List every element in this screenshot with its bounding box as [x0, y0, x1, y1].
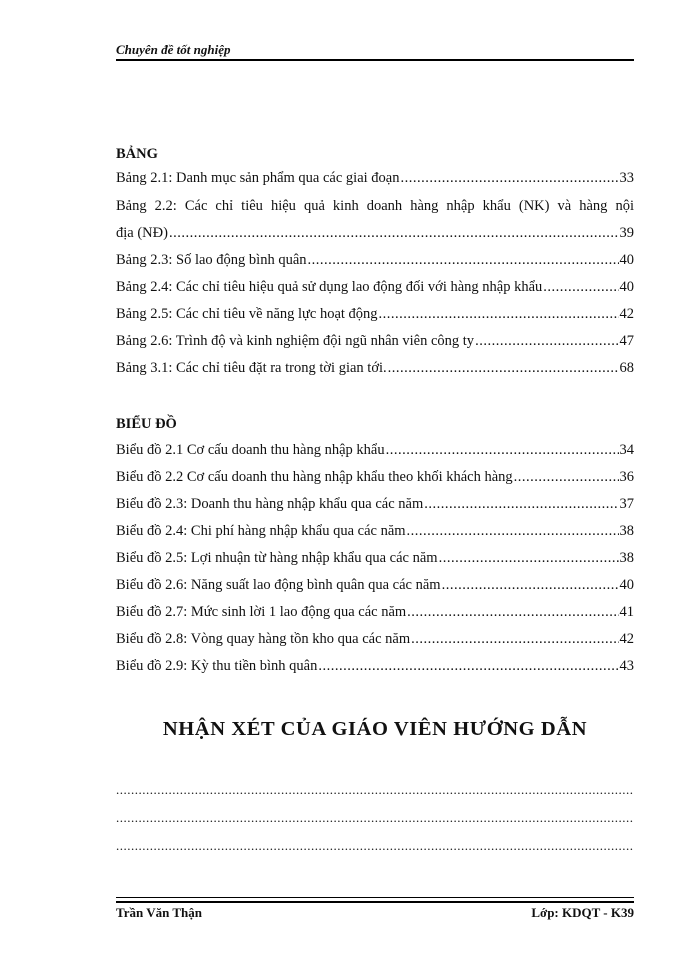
entry-page: 36 — [619, 469, 634, 485]
toc-entry-table-2-2[interactable] — [116, 225, 634, 247]
entry-label: Bảng 2.3: Số lao động bình quân — [116, 252, 307, 268]
header-divider — [116, 59, 634, 61]
review-title: NHẬN XÉT CỦA GIÁO VIÊN HƯỚNG DẪN — [162, 718, 588, 740]
review-dotted-line-2 — [116, 810, 634, 826]
dot-leader — [475, 333, 618, 350]
dot-leader — [379, 306, 619, 323]
toc-entry-chart-2-5[interactable] — [116, 550, 634, 572]
entry-page: 37 — [619, 496, 634, 512]
dot-leader — [407, 523, 619, 540]
toc-entry-chart-2-7[interactable] — [116, 604, 634, 626]
entry-page: 42 — [619, 631, 634, 647]
toc-entry-table-2-4[interactable] — [116, 279, 634, 301]
page-header: Chuyên đề tốt nghiệp — [116, 42, 231, 57]
footer-author: Trần Văn Thận — [116, 905, 202, 920]
entry-label: Bảng 2.5: Các chỉ tiêu về năng lực hoạt động — [116, 306, 378, 322]
toc-entry-table-2-5[interactable] — [116, 306, 634, 328]
entry-page: 34 — [619, 442, 634, 458]
entry-page: 40 — [619, 279, 634, 295]
entry-page: 33 — [619, 170, 634, 186]
entry-label: Bảng 3.1: Các chỉ tiêu đặt ra trong tời gian tới. — [116, 360, 387, 376]
entry-label: Biểu đồ 2.4: Chi phí hàng nhập khẩu qua các năm — [116, 523, 406, 539]
toc-entry-chart-2-4[interactable] — [116, 523, 634, 545]
dot-leader — [400, 170, 618, 187]
entry-page: 41 — [619, 604, 634, 620]
entry-label: Biểu đồ 2.2 Cơ cấu doanh thu hàng nhập khẩu theo khối khách hàng — [116, 469, 513, 485]
dot-leader — [442, 577, 619, 594]
dot-leader — [439, 550, 619, 567]
entry-page: 38 — [619, 523, 634, 539]
dot-leader — [169, 225, 619, 242]
toc-entry-table-2-1[interactable] — [116, 170, 634, 192]
dot-leader — [388, 360, 619, 377]
footer-divider-thin — [116, 897, 634, 898]
entry-label: Bảng 2.6: Trình độ và kinh nghiệm đội ngũ nhân viên công ty — [116, 333, 475, 349]
toc-entry-chart-2-1[interactable] — [116, 442, 634, 464]
entry-label: Biểu đồ 2.6: Năng suất lao động bình quân qua các năm — [116, 577, 441, 593]
entry-label: Biểu đồ 2.1 Cơ cấu doanh thu hàng nhập khẩu — [116, 442, 385, 458]
entry-label: Biểu đồ 2.9: Kỳ thu tiền bình quân — [116, 658, 318, 674]
dot-leader — [407, 604, 618, 621]
dot-leader — [411, 631, 618, 648]
entry-page: 42 — [619, 306, 634, 322]
entry-page: 47 — [619, 333, 634, 349]
footer-class: Lớp: KDQT - K39 — [531, 905, 634, 920]
entry-label: Biểu đồ 2.3: Doanh thu hàng nhập khẩu qua các năm — [116, 496, 424, 512]
dot-leader — [543, 279, 618, 296]
toc-entry-table-2-3[interactable] — [116, 252, 634, 274]
entry-label: Bảng 2.1: Danh mục sản phẩm qua các giai đoạn — [116, 170, 400, 186]
dot-leader — [318, 658, 618, 675]
entry-label: Biểu đồ 2.7: Mức sinh lời 1 lao động qua các năm — [116, 604, 407, 620]
toc-entry-table-2-2-line1[interactable]: Bảng 2.2: Các chỉ tiêu hiệu quả kinh doanh hàng nhập khẩu (NK) và hàng nội — [116, 198, 634, 214]
review-dotted-line-1 — [116, 782, 634, 798]
entry-label: Bảng 2.4: Các chỉ tiêu hiệu quả sử dụng lao động đối với hàng nhập khẩu — [116, 279, 543, 295]
toc-entry-chart-2-3[interactable] — [116, 496, 634, 518]
entry-page: 68 — [619, 360, 634, 376]
charts-section-title: BIỂU ĐỒ — [116, 416, 177, 432]
entry-page: 40 — [619, 577, 634, 593]
dot-leader — [386, 442, 619, 459]
toc-entry-table-3-1[interactable] — [116, 360, 634, 382]
entry-page: 40 — [619, 252, 634, 268]
dot-leader — [424, 496, 618, 513]
toc-entry-chart-2-2[interactable] — [116, 469, 634, 491]
entry-label: địa (NĐ) — [116, 225, 168, 241]
entry-page: 43 — [619, 658, 634, 674]
toc-entry-chart-2-6[interactable] — [116, 577, 634, 599]
toc-entry-table-2-6[interactable] — [116, 333, 634, 355]
footer-divider-thick — [116, 901, 634, 903]
entry-page: 38 — [619, 550, 634, 566]
dot-leader — [514, 469, 619, 486]
entry-label: Biểu đồ 2.5: Lợi nhuận từ hàng nhập khẩu qua các năm — [116, 550, 438, 566]
review-dotted-line-3 — [116, 838, 634, 854]
dot-leader — [308, 252, 619, 269]
toc-entry-chart-2-8[interactable] — [116, 631, 634, 653]
entry-page: 39 — [619, 225, 634, 241]
toc-entry-chart-2-9[interactable] — [116, 658, 634, 680]
tables-section-title: BẢNG — [116, 146, 158, 162]
entry-label: Biểu đồ 2.8: Vòng quay hàng tồn kho qua các năm — [116, 631, 411, 647]
